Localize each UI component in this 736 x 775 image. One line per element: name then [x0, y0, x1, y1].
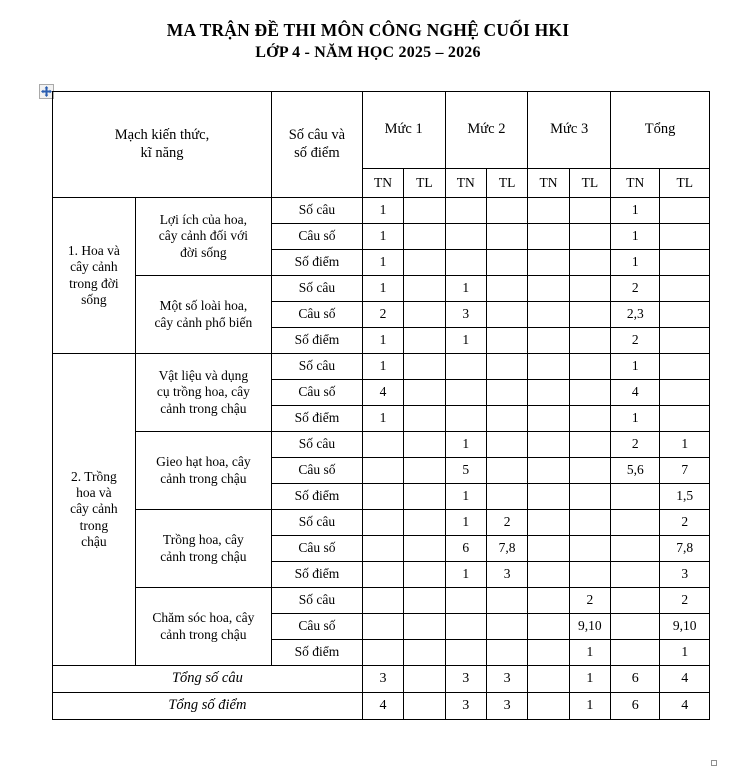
cell-total-tl: 9,10 [660, 614, 710, 640]
cell-level2-tn: 1 [445, 432, 486, 458]
cell-level1-tl [404, 276, 445, 302]
cell-level2-tn: 1 [445, 328, 486, 354]
cell-level2-tl [486, 328, 527, 354]
cell-level1-tn: 1 [362, 406, 403, 432]
cell-level1-tl [404, 224, 445, 250]
cell-level2-tl [486, 614, 527, 640]
cell-level1-tl [404, 562, 445, 588]
topic-label-topic-loi-ich-line-3: đời sống [180, 244, 227, 260]
section-label-section-2-line-2: hoa và [76, 485, 112, 501]
cell-level1-tn [362, 614, 403, 640]
topic-label-topic-vat-lieu-line-1: Vật liệu và dụng [158, 368, 249, 384]
topic-label-topic-loi-ich [135, 198, 271, 276]
topic-label-topic-mot-so-loai-line-2: cây cảnh phổ biến [154, 314, 253, 330]
cell-level1-tn [362, 510, 403, 536]
topic-label-topic-gieo-hat-line-2: cảnh trong chậu [160, 470, 247, 486]
cell-level1-tn [362, 484, 403, 510]
total-cell-level1-tn: 4 [362, 693, 403, 720]
cell-total-tn [611, 484, 660, 510]
cell-total-tn: 1 [611, 198, 660, 224]
cell-level3-tl [569, 328, 610, 354]
matrix-table-container [52, 91, 710, 720]
topic-label-topic-loi-ich-line-2: cây cảnh đối với [158, 228, 248, 244]
cell-level3-tn [528, 198, 569, 224]
cell-total-tn: 2,3 [611, 302, 660, 328]
cell-level2-tn [445, 588, 486, 614]
metric-label: Số điểm [271, 328, 362, 354]
cell-total-tl: 7 [660, 458, 710, 484]
cell-level1-tn [362, 536, 403, 562]
cell-level2-tl [486, 380, 527, 406]
cell-level2-tn [445, 224, 486, 250]
cell-level2-tn: 1 [445, 510, 486, 536]
header-count-line-2: số điểm [294, 144, 340, 161]
table-row [53, 354, 710, 380]
cell-level1-tn [362, 562, 403, 588]
total-cell-level2-tn: 3 [445, 666, 486, 693]
cell-level3-tl: 1 [569, 640, 610, 666]
cell-level3-tn [528, 484, 569, 510]
cell-level3-tn [528, 458, 569, 484]
cell-total-tl: 1 [660, 640, 710, 666]
cell-level1-tl [404, 250, 445, 276]
cell-level3-tl [569, 198, 610, 224]
section-label-section-2-line-1: 2. Trồng [70, 469, 117, 485]
cell-level1-tl [404, 380, 445, 406]
metric-label: Câu số [271, 302, 362, 328]
cell-level2-tl [486, 640, 527, 666]
cell-level1-tn [362, 640, 403, 666]
cell-level3-tl: 2 [569, 588, 610, 614]
topic-label-topic-cham-soc-line-2: cảnh trong chậu [160, 626, 247, 642]
cell-total-tn [611, 640, 660, 666]
cell-level2-tl [486, 198, 527, 224]
cell-level2-tn: 1 [445, 484, 486, 510]
cell-level1-tl [404, 458, 445, 484]
cell-level3-tn [528, 328, 569, 354]
cell-level3-tn [528, 614, 569, 640]
cell-level3-tl [569, 250, 610, 276]
header-level-2: Mức 2 [445, 92, 528, 169]
cell-level2-tl: 3 [486, 562, 527, 588]
cell-total-tn: 5,6 [611, 458, 660, 484]
page-title-line-2: LỚP 4 - NĂM HỌC 2025 – 2026 [255, 43, 481, 61]
metric-label: Số điểm [271, 406, 362, 432]
total-cell-level3-tn [528, 666, 569, 693]
header-level1-tl: TL [404, 169, 445, 198]
cell-level3-tn [528, 224, 569, 250]
cell-level3-tl [569, 406, 610, 432]
page-title-line-1: MA TRẬN ĐỀ THI MÔN CÔNG NGHỆ CUỐI HKI [166, 20, 570, 40]
cell-level1-tn [362, 458, 403, 484]
metric-label: Câu số [271, 614, 362, 640]
topic-label-topic-loi-ich-line-1: Lợi ích của hoa, [159, 212, 248, 228]
topic-label-topic-cham-soc [135, 588, 271, 666]
cell-level3-tl [569, 562, 610, 588]
cell-level1-tl [404, 614, 445, 640]
section-label-section-1-line-4: sống [81, 291, 107, 307]
section-label-section-1-line-1: 1. Hoa và [67, 243, 120, 259]
topic-label-topic-vat-lieu-line-2: cụ trồng hoa, cây [156, 384, 250, 400]
cell-total-tl [660, 276, 710, 302]
cell-total-tl: 1,5 [660, 484, 710, 510]
metric-label: Câu số [271, 224, 362, 250]
cell-total-tn [611, 510, 660, 536]
cell-level2-tl [486, 354, 527, 380]
total-label-total-questions: Tổng số câu [53, 666, 363, 693]
cell-total-tn: 1 [611, 250, 660, 276]
cell-level3-tn [528, 562, 569, 588]
cell-level3-tn [528, 640, 569, 666]
metric-label: Số câu [271, 354, 362, 380]
topic-label-topic-trong-hoa [135, 510, 271, 588]
total-cell-level3-tl: 1 [569, 666, 610, 693]
cell-total-tn [611, 562, 660, 588]
metric-label: Số câu [271, 198, 362, 224]
cell-level1-tl [404, 328, 445, 354]
move-arrows-icon [41, 86, 52, 97]
cell-level3-tl [569, 302, 610, 328]
metric-label: Số điểm [271, 640, 362, 666]
topic-label-topic-vat-lieu-line-3: cảnh trong chậu [160, 400, 247, 416]
cell-level2-tn [445, 380, 486, 406]
cell-level3-tn [528, 588, 569, 614]
header-level-3: Mức 3 [528, 92, 611, 169]
cell-level2-tn: 6 [445, 536, 486, 562]
total-cell-level2-tl: 3 [486, 693, 527, 720]
cell-total-tn: 2 [611, 432, 660, 458]
cell-total-tl [660, 198, 710, 224]
cell-level1-tl [404, 302, 445, 328]
cell-total-tl [660, 224, 710, 250]
cell-total-tn [611, 614, 660, 640]
cell-level2-tl: 2 [486, 510, 527, 536]
header-knowledge-line-1: Mạch kiến thức, [114, 127, 210, 144]
metric-label: Số điểm [271, 562, 362, 588]
cell-level2-tl [486, 276, 527, 302]
cell-level1-tn: 1 [362, 224, 403, 250]
cell-total-tl [660, 380, 710, 406]
metric-label: Số điểm [271, 484, 362, 510]
cell-total-tl [660, 328, 710, 354]
cell-level3-tn [528, 380, 569, 406]
cell-total-tl: 7,8 [660, 536, 710, 562]
cell-level3-tl [569, 458, 610, 484]
cell-level2-tl: 7,8 [486, 536, 527, 562]
cell-level1-tn: 2 [362, 302, 403, 328]
header-level2-tl: TL [486, 169, 527, 198]
cell-level3-tn [528, 276, 569, 302]
cell-level1-tl [404, 484, 445, 510]
cell-level3-tn [528, 406, 569, 432]
cell-level1-tn [362, 432, 403, 458]
metric-label: Số điểm [271, 250, 362, 276]
cell-level2-tn [445, 640, 486, 666]
cell-level1-tl [404, 198, 445, 224]
section-label-section-2 [53, 354, 136, 666]
topic-label-topic-vat-lieu [135, 354, 271, 432]
cell-level2-tl [486, 406, 527, 432]
cell-level2-tn [445, 354, 486, 380]
cell-level2-tn [445, 614, 486, 640]
cell-level3-tn [528, 250, 569, 276]
header-count-and-points [271, 92, 362, 198]
cell-total-tn: 1 [611, 354, 660, 380]
cell-total-tn [611, 536, 660, 562]
cell-level2-tl [486, 302, 527, 328]
cell-level2-tn [445, 250, 486, 276]
cell-level2-tn [445, 406, 486, 432]
table-total-row [53, 666, 710, 693]
total-cell-level1-tl [404, 666, 445, 693]
cell-total-tn: 2 [611, 276, 660, 302]
topic-label-topic-gieo-hat-line-1: Gieo hạt hoa, cây [156, 454, 251, 470]
total-label-total-points: Tổng số điểm [53, 693, 363, 720]
cell-total-tn: 1 [611, 224, 660, 250]
cell-level1-tl [404, 536, 445, 562]
header-level3-tl: TL [569, 169, 610, 198]
cell-level1-tl [404, 406, 445, 432]
cell-total-tn [611, 588, 660, 614]
cell-level3-tl [569, 536, 610, 562]
cell-level1-tn: 4 [362, 380, 403, 406]
total-cell-total-tn: 6 [611, 666, 660, 693]
header-level1-tn: TN [362, 169, 403, 198]
cell-total-tn: 1 [611, 406, 660, 432]
total-cell-level1-tn: 3 [362, 666, 403, 693]
section-label-section-1 [53, 198, 136, 354]
metric-label: Số câu [271, 432, 362, 458]
cell-level2-tl [486, 484, 527, 510]
cell-level1-tn: 1 [362, 354, 403, 380]
cell-total-tl [660, 406, 710, 432]
section-label-section-1-line-2: cây cảnh [70, 259, 118, 275]
total-cell-level2-tn: 3 [445, 693, 486, 720]
cell-level3-tl: 9,10 [569, 614, 610, 640]
cell-total-tl: 1 [660, 432, 710, 458]
cell-level1-tn: 1 [362, 328, 403, 354]
total-cell-total-tl: 4 [660, 666, 710, 693]
cell-level3-tn [528, 302, 569, 328]
total-cell-level2-tl: 3 [486, 666, 527, 693]
cell-level3-tl [569, 354, 610, 380]
total-cell-total-tn: 6 [611, 693, 660, 720]
total-cell-level3-tl: 1 [569, 693, 610, 720]
total-cell-level3-tn [528, 693, 569, 720]
topic-label-topic-trong-hoa-line-2: cảnh trong chậu [160, 548, 247, 564]
cell-level2-tl [486, 250, 527, 276]
cell-level1-tn: 1 [362, 276, 403, 302]
cell-level2-tn [445, 198, 486, 224]
table-row [53, 510, 710, 536]
topic-label-topic-cham-soc-line-1: Chăm sóc hoa, cây [152, 610, 255, 626]
header-total-tn: TN [611, 169, 660, 198]
cell-level2-tn: 1 [445, 276, 486, 302]
topic-label-topic-trong-hoa-line-1: Trồng hoa, cây [162, 532, 244, 548]
cell-level3-tl [569, 276, 610, 302]
section-label-section-1-line-3: trong đời [69, 275, 119, 291]
cell-level1-tl [404, 354, 445, 380]
table-row [53, 432, 710, 458]
cell-level1-tn: 1 [362, 250, 403, 276]
metric-label: Số câu [271, 276, 362, 302]
metric-label: Câu số [271, 458, 362, 484]
cell-total-tl: 2 [660, 510, 710, 536]
total-cell-level1-tl [404, 693, 445, 720]
metric-label: Số câu [271, 588, 362, 614]
cell-level2-tl [486, 432, 527, 458]
section-label-section-2-line-3: cây cảnh [70, 501, 118, 517]
metric-label: Câu số [271, 536, 362, 562]
header-level3-tn: TN [528, 169, 569, 198]
cell-level1-tl [404, 432, 445, 458]
cell-level1-tn: 1 [362, 198, 403, 224]
table-header-row-main [53, 92, 710, 169]
cell-level1-tn [362, 588, 403, 614]
cell-total-tl: 3 [660, 562, 710, 588]
cell-level3-tl [569, 224, 610, 250]
table-total-row [53, 693, 710, 720]
cell-level3-tl [569, 484, 610, 510]
cell-level2-tl [486, 224, 527, 250]
cell-level3-tn [528, 432, 569, 458]
table-body [53, 198, 710, 720]
cell-total-tl [660, 302, 710, 328]
header-level-1: Mức 1 [362, 92, 445, 169]
header-knowledge-strand [53, 92, 272, 198]
topic-label-topic-mot-so-loai-line-1: Một số loài hoa, [159, 298, 248, 314]
cell-level1-tl [404, 640, 445, 666]
table-resize-handle[interactable] [711, 760, 717, 766]
cell-total-tn: 4 [611, 380, 660, 406]
cell-level2-tn: 5 [445, 458, 486, 484]
metric-label: Số câu [271, 510, 362, 536]
cell-level3-tl [569, 510, 610, 536]
cell-level2-tl [486, 458, 527, 484]
section-label-section-2-line-4: trong [79, 517, 109, 533]
cell-level3-tl [569, 432, 610, 458]
document-title-block [0, 0, 736, 64]
table-row [53, 276, 710, 302]
cell-level3-tn [528, 510, 569, 536]
cell-level2-tn: 3 [445, 302, 486, 328]
exam-matrix-table [52, 91, 710, 720]
metric-label: Câu số [271, 380, 362, 406]
cell-total-tn: 2 [611, 328, 660, 354]
table-row [53, 588, 710, 614]
topic-label-topic-gieo-hat [135, 432, 271, 510]
cell-level3-tn [528, 536, 569, 562]
header-total: Tổng [611, 92, 710, 169]
header-knowledge-line-2: kĩ năng [140, 144, 184, 161]
total-cell-total-tl: 4 [660, 693, 710, 720]
cell-level1-tl [404, 510, 445, 536]
table-row [53, 198, 710, 224]
cell-level2-tn: 1 [445, 562, 486, 588]
topic-label-topic-mot-so-loai [135, 276, 271, 354]
header-level2-tn: TN [445, 169, 486, 198]
header-total-tl: TL [660, 169, 710, 198]
cell-level3-tl [569, 380, 610, 406]
cell-level2-tl [486, 588, 527, 614]
section-label-section-2-line-5: chậu [81, 533, 107, 549]
cell-total-tl [660, 250, 710, 276]
cell-total-tl [660, 354, 710, 380]
cell-level1-tl [404, 588, 445, 614]
header-count-line-1: Số câu và [288, 127, 346, 144]
cell-level3-tn [528, 354, 569, 380]
cell-total-tl: 2 [660, 588, 710, 614]
